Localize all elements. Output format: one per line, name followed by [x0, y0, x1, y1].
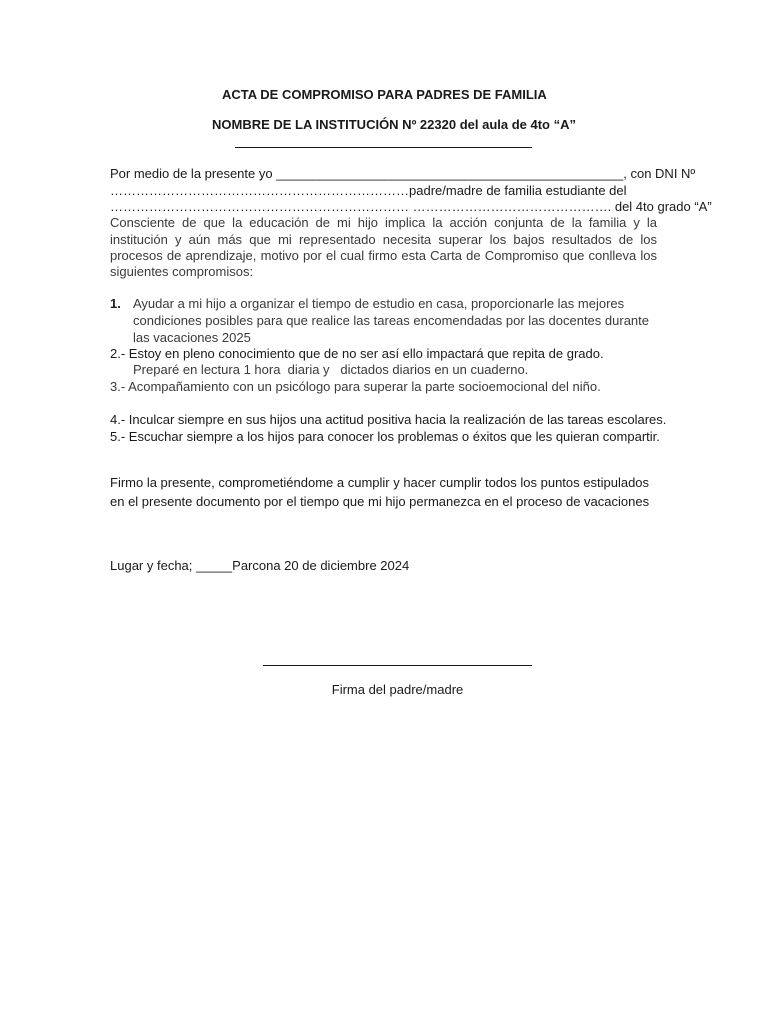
item-1-line-3: las vacaciones 2025: [133, 330, 251, 345]
intro-line-6: procesos de aprendizaje, motivo por el cual firmo esta Carta de Compromiso que conlleva los: [110, 248, 657, 263]
closing-line-1: Firmo la presente, comprometiéndome a cumplir y hacer cumplir todos los puntos estipulados: [110, 475, 650, 490]
item-2-line-2: Preparé en lectura 1 hora diaria y dictados diarios en un cuaderno.: [133, 362, 529, 377]
document-title: ACTA DE COMPROMISO PARA PADRES DE FAMILIA: [222, 87, 547, 102]
item-1-line-1: Ayudar a mi hijo a organizar el tiempo de estudio en casa, proporcionarle las mejores: [133, 296, 625, 311]
item-1-number: 1.: [110, 296, 121, 311]
item-5: 5.- Escuchar siempre a los hijos para conocer los problemas o éxitos que les quieran compartir.: [110, 429, 660, 444]
institution-line: NOMBRE DE LA INSTITUCIÓN Nº 22320 del aula de 4to “A”: [212, 117, 576, 132]
place-and-date: Lugar y fecha; _____Parcona 20 de diciembre 2024: [110, 558, 410, 573]
item-4: 4.- Inculcar siempre en sus hijos una actitud positiva hacia la realización de las tareas escolares.: [110, 412, 667, 427]
intro-line-1: Por medio de la presente yo ________________________________________________, con DNI Nº: [110, 166, 696, 181]
intro-line-7: siguientes compromisos:: [110, 264, 254, 279]
signature-label: Firma del padre/madre: [331, 682, 464, 697]
item-3: 3.- Acompañamiento con un psicólogo para superar la parte socioemocional del niño.: [110, 379, 601, 394]
signature-line: [263, 665, 532, 666]
intro-line-5: institución y aún más que mi representado necesita superar los bajos resultados de los: [110, 232, 657, 247]
item-2-line-1: 2.- Estoy en pleno conocimiento que de no ser así ello impactará que repita de grado.: [110, 346, 604, 361]
item-1-line-2: condiciones posibles para que realice las tareas encomendadas por las docentes durante: [133, 313, 649, 328]
closing-line-2: en el presente documento por el tiempo que mi hijo permanezca en el proceso de vacaciones: [110, 494, 650, 509]
intro-line-3: …………………………………………………………… ………………………………………. del 4to grado “A”: [110, 199, 712, 214]
intro-line-4: Consciente de que la educación de mi hijo implica la acción conjunta de la familia y la: [110, 215, 657, 230]
institution-underline: [235, 147, 532, 148]
intro-line-2: ……………………………………………………………padre/madre de familia estudiante del: [110, 183, 627, 198]
